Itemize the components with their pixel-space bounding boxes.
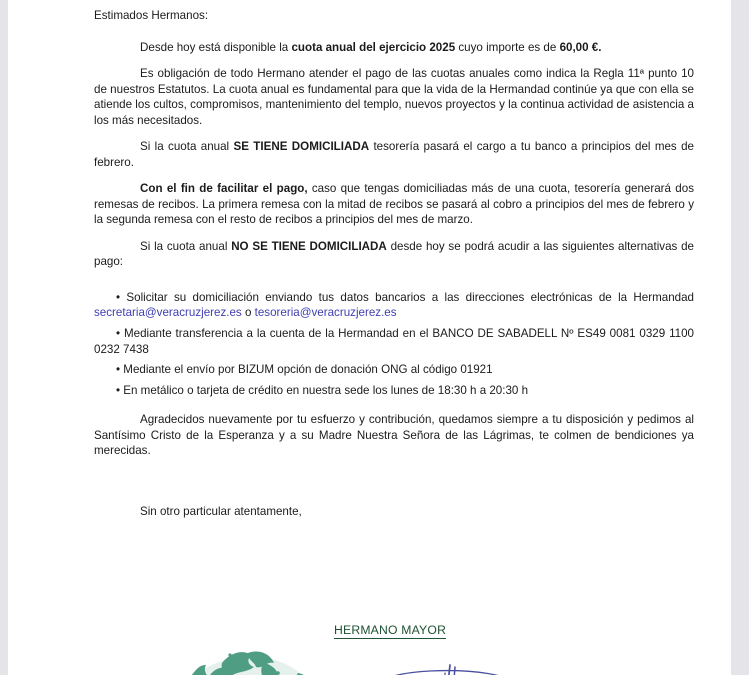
- text-run: En metálico o tarjeta de crédito en nuestra sede los lunes de 18:30 h a 20:30 h: [120, 383, 529, 397]
- text-run-bold: cuota anual del ejercicio 2025: [291, 40, 456, 54]
- handwritten-signature: [346, 651, 556, 675]
- text-run-bold: NO SE TIENE DOMICILIADA: [231, 239, 387, 253]
- salutation: Estimados Hermanos:: [94, 9, 209, 22]
- paragraph-domiciliada: [94, 139, 694, 170]
- bullet-marker: •: [116, 290, 121, 304]
- text-run-bold: 60,00 €.: [559, 40, 602, 54]
- text-run: caso que tengas domiciliadas más de una cuota, tesorería generará dos remesas de recibos. La primera remesa con la mitad de recibos se pasará al cobro a principios del mes de febrero y la segunda remesa con el resto de recibos a principios del mes de marzo.: [94, 182, 694, 227]
- bullet-marker: •: [116, 326, 121, 340]
- text-run: tesorería pasará el cargo a tu banco a principios del mes de febrero.: [94, 140, 694, 169]
- bullet-marker: •: [116, 363, 121, 377]
- signature-block: [94, 505, 694, 637]
- text-run: Si la cuota anual: [140, 140, 234, 154]
- payment-option-domiciliacion: [94, 290, 694, 321]
- hermandad-emblem-icon: [152, 637, 342, 675]
- farewell-line: Sin otro particular atentamente,: [140, 505, 302, 518]
- text-run: Desde hoy está disponible la: [140, 40, 292, 54]
- text-run: Es obligación de todo Hermano atender el pago de las cuotas anuales como indica la Regla 11ª punto 10 de nuestros Estatutos. La cuota anual es fundamental para que la vida de la Hermandad continúe ya que con ella se atiende los cultos, compromisos, mantenimiento del templo, nuevos proyectos y la continua actividad de asistencia a los más necesitados.: [94, 67, 694, 127]
- bullet-marker: •: [116, 383, 121, 397]
- text-run: desde hoy se podrá acudir a las siguientes alternativas de pago:: [94, 239, 695, 269]
- text-run: Mediante transferencia a la cuenta de la Hermandad en el BANCO DE SABADELL Nº ES49 0081 0329 1100 0232 7438: [94, 326, 694, 356]
- page-sheet: [8, 0, 731, 675]
- text-run: Solicitar su domiciliación enviando tus datos bancarios a las direcciones electrónicas de la Hermandad: [120, 290, 694, 304]
- paragraph-facilitar-pago: [94, 181, 694, 228]
- text-run-bold: SE TIENE DOMICILIADA: [233, 140, 370, 154]
- letter-body: [94, 0, 694, 459]
- paragraph-cuota-anual: [94, 40, 694, 56]
- email-link-secretaria[interactable]: secretaria@veracruzjerez.es: [94, 306, 242, 320]
- text-run: cuyo importe es de: [455, 40, 560, 54]
- email-link-tesoreria[interactable]: tesoreria@veracruzjerez.es: [254, 306, 397, 320]
- text-run: Si la cuota anual: [140, 239, 232, 253]
- payment-option-transferencia: [94, 326, 694, 357]
- text-run-bold: Con el fin de facilitar el pago,: [140, 182, 308, 196]
- payment-option-bizum: [94, 362, 694, 378]
- spacer: [94, 281, 694, 290]
- paragraph-no-domiciliada: [94, 239, 694, 270]
- signature-title: HERMANO MAYOR: [334, 623, 447, 637]
- text-run: o: [241, 306, 255, 320]
- paragraph-obligacion: [94, 66, 694, 128]
- payment-option-metalico: [94, 383, 694, 399]
- paragraph-agradecimiento: Agradecidos nuevamente por tu esfuerzo y contribución, quedamos siempre a tu disposición y pedimos al Santísimo Cristo de la Esperanza y a su Madre Nuestra Señora de las Lágrimas, te colmen de bendiciones ya merecidas.: [94, 413, 694, 458]
- signature-area: [94, 561, 694, 675]
- text-run: Mediante el envío por BIZUM opción de donación ONG al código 01921: [120, 363, 493, 377]
- spacer: [94, 398, 694, 412]
